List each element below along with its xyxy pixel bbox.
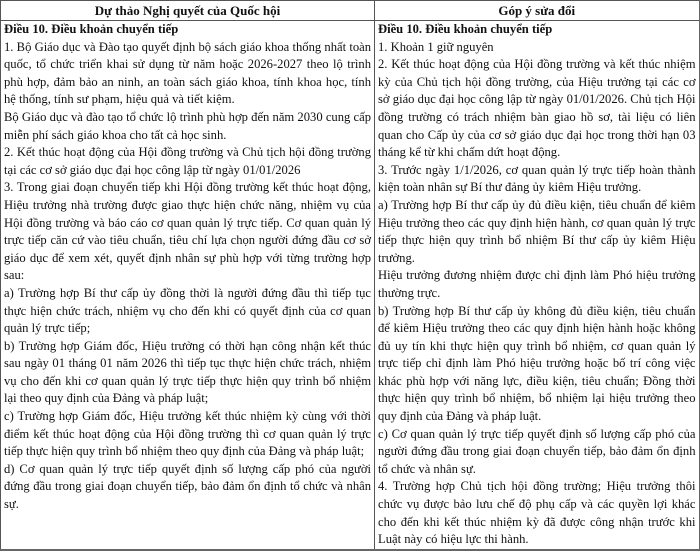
header-proposed-amendment: Góp ý sửa đổi bbox=[375, 1, 700, 21]
draft-paragraph: 1. Bộ Giáo dục và Đào tạo quyết định bộ sách giáo khoa thống nhất toàn quốc, tổ chức triển khai sử dụng từ năm hoặc 2026-2027 theo lộ trình phù hợp, đảm bảo an ninh, an toàn sách giáo khoa, tính khoa học, tính hệ thống, tính sư phạm, hiệu quả và tiết kiệm. bbox=[4, 39, 371, 107]
draft-paragraph: 3. Trong giai đoạn chuyển tiếp khi Hội đồng trường kết thúc hoạt động, Hiệu trưởng nhà trường được giao thực hiện chức năng, nhiệm vụ của Hội đồng trường và báo cáo cơ quan quản lý trực tiếp. Cơ quan quản lý trực tiếp căn cứ vào tiêu chuẩn, tiêu chí lựa chọn người đứng đầu cơ sở giáo dục để xem xét, quyết định nhân sự phù hợp với từng trường hợp sau: bbox=[4, 180, 371, 283]
amendment-paragraph: a) Trường hợp Bí thư cấp ủy đủ điều kiện, tiêu chuẩn để kiêm Hiệu trưởng theo các quy định hiện hành, cơ quan quản lý trực tiếp thực hiện quy trình bổ nhiệm Bí thư cấp ủy kiêm Hiệu trưởng. bbox=[378, 197, 696, 265]
amendment-paragraph: 1. Khoản 1 giữ nguyên bbox=[378, 39, 494, 54]
amendment-paragraph: 4. Trường hợp Chủ tịch hội đồng trường; Hiệu trưởng thôi chức vụ được bảo lưu chế độ phụ cấp và các quyền lợi khác cho đến khi kết thúc nhiệm kỳ đã được công nhận trước khi Luật này có hiệu lực thi hành. bbox=[378, 479, 696, 547]
amendment-paragraph: 2. Kết thúc hoạt động của Hội đồng trường và kết thúc nhiệm kỳ của Chủ tịch hội đồng trường, của Hiệu trưởng tại các cơ sở giáo dục đại học công lập từ ngày 01/01/2026. Chủ tịch Hội đồng trường có trách nhiệm bàn giao hồ sơ, tài liệu có liên quan cho Cấp ủy của cơ sở giáo dục đại học trong thời hạn 03 tháng kể từ khi chấm dứt hoạt động. bbox=[378, 57, 696, 160]
header-row bbox=[1, 1, 700, 21]
draft-paragraph: 2. Kết thúc hoạt động của Hội đồng trường và Chủ tịch hội đồng trường tại các cơ sở giáo dục đại học công lập từ ngày 01/01/2026 bbox=[4, 145, 371, 177]
amendment-article-title: Điều 10. Điều khoản chuyển tiếp bbox=[378, 22, 553, 36]
draft-paragraph: c) Trường hợp Giám đốc, Hiệu trưởng kết thúc nhiệm kỳ cùng với thời điểm kết thúc hoạt động của Hội đồng trường thì cơ quan quản lý trực tiếp thực hiện quy trình bổ nhiệm theo quy định của Đảng và pháp luật; bbox=[4, 409, 371, 459]
draft-paragraph: a) Trường hợp Bí thư cấp ủy đồng thời là người đứng đầu thì tiếp tục thực hiện chức trách, nhiệm vụ cho đến khi có quyết định của cơ quan quản lý trực tiếp; bbox=[4, 285, 371, 336]
draft-article-title: Điều 10. Điều khoản chuyển tiếp bbox=[4, 22, 179, 36]
amendment-paragraph: Hiệu trưởng đương nhiệm được chỉ định làm Phó hiệu trưởng thường trực. bbox=[378, 268, 696, 300]
amendment-paragraph: 3. Trước ngày 1/1/2026, cơ quan quản lý trực tiếp hoàn thành kiện toàn nhân sự Bí thư đảng ủy kiêm Hiệu trưởng. bbox=[378, 162, 696, 195]
content-row bbox=[1, 21, 700, 550]
amendment-paragraph: c) Cơ quan quản lý trực tiếp quyết định số lượng cấp phó của người đứng đầu trong giai đoạn chuyển tiếp, bảo đảm ổn định tổ chức và nhân sự. bbox=[378, 426, 696, 476]
draft-paragraph: b) Trường hợp Giám đốc, Hiệu trưởng có thời hạn công nhận kết thúc sau ngày 01 tháng 01 năm 2026 thì tiếp tục thực hiện chức trách, nhiệm vụ cho đến khi cơ quan quản lý trực tiếp thực hiện quy trình bổ nhiệm lại theo quy định của Đảng và pháp luật; bbox=[4, 338, 371, 406]
header-draft-resolution: Dự thảo Nghị quyết của Quốc hội bbox=[1, 1, 375, 21]
draft-paragraph: Bộ Giáo dục và đào tạo tổ chức lộ trình phù hợp đến năm 2030 cung cấp miễn phí sách giáo khoa cho tất cả học sinh. bbox=[4, 109, 371, 142]
draft-paragraph: d) Cơ quan quản lý trực tiếp quyết định số lượng cấp phó của người đứng đầu trong giai đoạn chuyển tiếp, bảo đảm ổn định tổ chức và nhân sự. bbox=[4, 461, 371, 512]
amendment-paragraph: b) Trường hợp Bí thư cấp ủy không đủ điều kiện, tiêu chuẩn để kiêm Hiệu trưởng theo các quy định hiện hành hoặc không đủ uy tín khi thực hiện quy trình bổ nhiệm, cơ quan quản lý trực tiếp chỉ định làm Phó hiệu trưởng hoặc bố trí công việc khác phù hợp với năng lực, điều kiện, tiêu chuẩn; Đồng thời thực hiện quy trình bổ nhiệm, bổ nhiệm lại hiệu trưởng theo quy định của Đảng và pháp luật. bbox=[378, 303, 696, 424]
amendment-column bbox=[375, 21, 700, 550]
draft-column bbox=[1, 21, 375, 550]
